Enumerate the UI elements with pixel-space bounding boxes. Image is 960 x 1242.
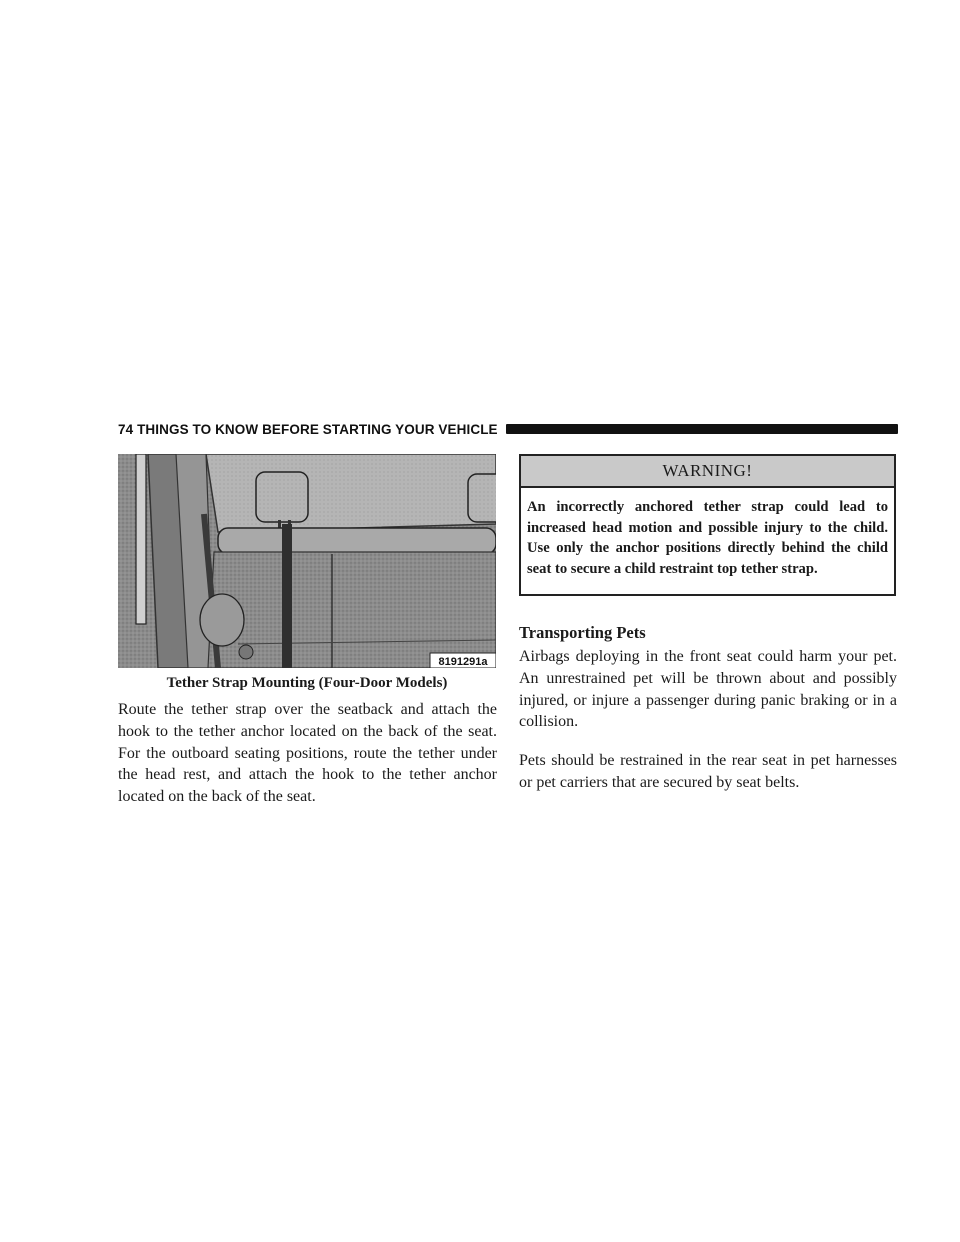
page-number: 74 bbox=[118, 421, 134, 437]
tether-strap-illustration bbox=[118, 454, 496, 668]
page-header bbox=[118, 419, 898, 439]
pets-paragraph-1: Airbags deploying in the front seat could harm your pet. An unrestrained pet will be thrown about and possibly injured, or injure a passenger during panic braking or in a collision. bbox=[519, 648, 897, 731]
warning-title: WARNING! bbox=[521, 456, 894, 488]
tether-routing-paragraph: Route the tether strap over the seatback and attach the hook to the tether anchor located on the back of the seat. For the outboard seating positions, route the tether under the head rest, and attach the hook to the tether anchor located on the back of the seat. bbox=[118, 701, 497, 806]
seat-illustration bbox=[118, 454, 496, 668]
pets-paragraph-2: Pets should be restrained in the rear seat in pet harnesses or pet carriers that are secured by seat belts. bbox=[519, 752, 897, 791]
warning-box bbox=[519, 454, 896, 596]
transporting-pets-heading: Transporting Pets bbox=[519, 623, 646, 642]
figure-code: 8191291a bbox=[438, 656, 488, 668]
header-rule bbox=[506, 424, 898, 434]
section-title: THINGS TO KNOW BEFORE STARTING YOUR VEHICLE bbox=[137, 421, 498, 437]
header-text bbox=[118, 422, 498, 437]
figure-caption: Tether Strap Mounting (Four-Door Models) bbox=[166, 675, 448, 691]
warning-text: An incorrectly anchored tether strap could lead to increased head motion and possible injury to the child. Use only the anchor positions directly behind the child seat to secure a child restraint top tether strap. bbox=[527, 499, 888, 577]
